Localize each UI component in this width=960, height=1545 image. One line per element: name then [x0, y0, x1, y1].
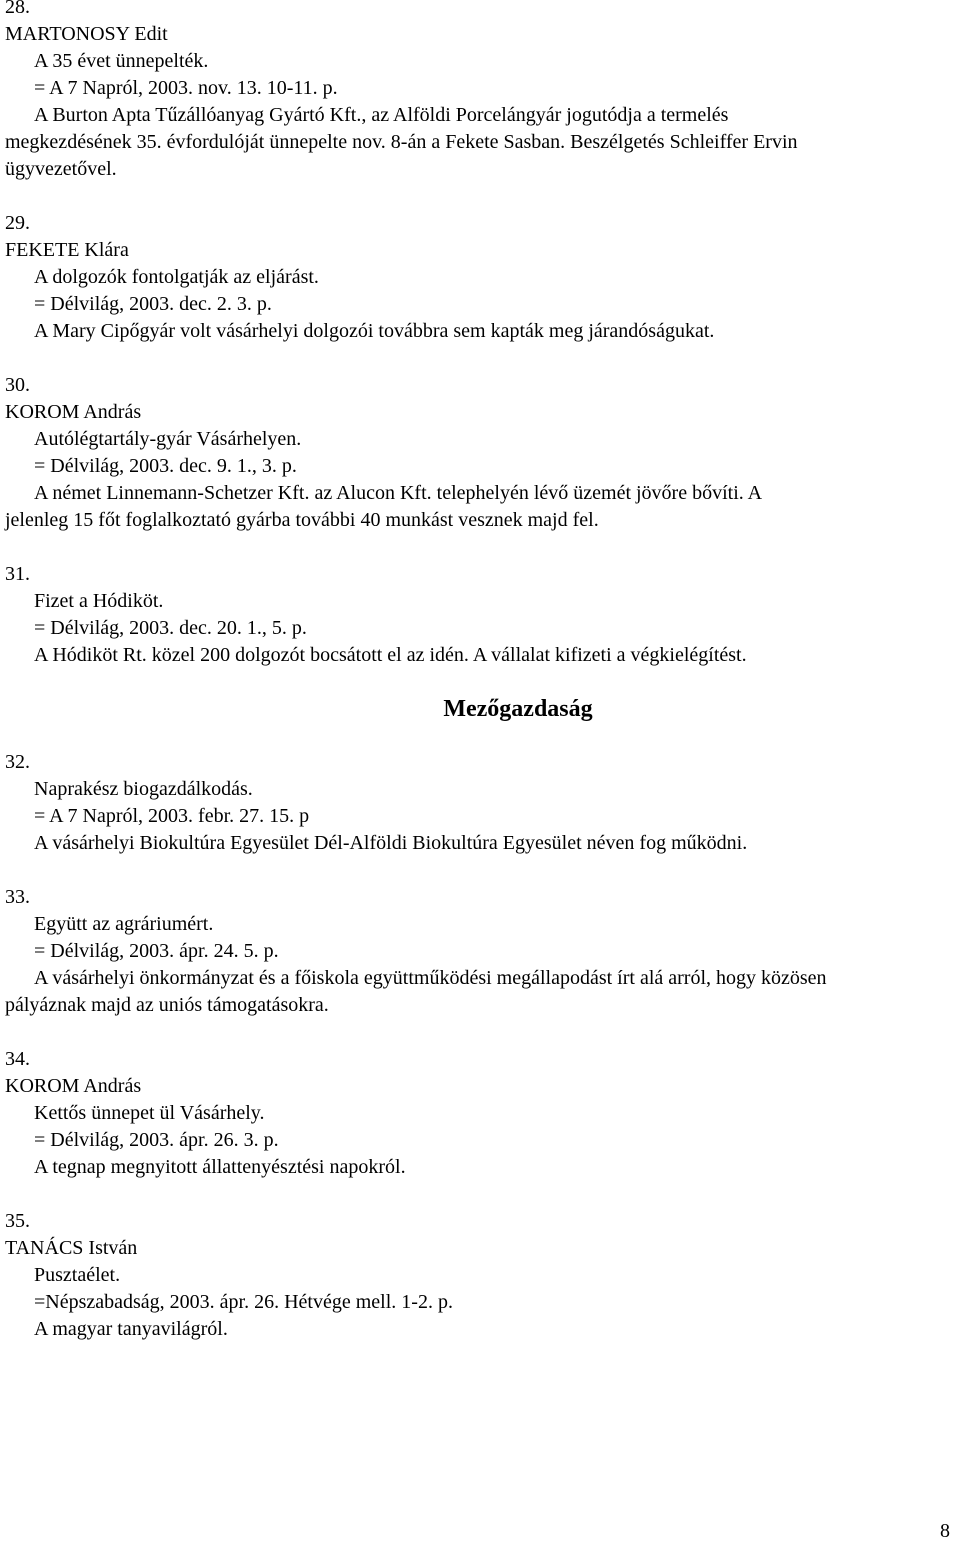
entry-title: Pusztaélet. [34, 1264, 121, 1286]
entry-annotation-line: megkezdésének 35. évfordulóját ünnepelte nov. 8-án a Fekete Sasban. Beszélgetés Schleiffer Ervin [5, 131, 798, 153]
entry-annotation-line: A Hódiköt Rt. közel 200 dolgozót bocsátott el az idén. A vállalat kifizeti a végkielégítést. [34, 644, 747, 666]
entry-annotation-line: A magyar tanyavilágról. [34, 1318, 228, 1340]
entry-source: = Délvilág, 2003. ápr. 26. 3. p. [34, 1129, 279, 1151]
entry-annotation-line: ügyvezetővel. [5, 158, 117, 180]
entry-title: Kettős ünnepet ül Vásárhely. [34, 1102, 265, 1124]
entry-source: = Délvilág, 2003. dec. 2. 3. p. [34, 293, 272, 315]
entry-author: MARTONOSY Edit [5, 23, 168, 45]
bibliography-entry [5, 372, 955, 534]
entry-annotation-line: A tegnap megnyitott állattenyésztési napokról. [34, 1156, 406, 1178]
entry-number: 35. [5, 1210, 30, 1232]
entry-annotation-line: A vásárhelyi önkormányzat és a főiskola együttműködési megállapodást írt alá arról, hogy közösen [34, 967, 827, 989]
entry-title: A 35 évet ünnepelték. [34, 50, 209, 72]
entry-annotation-line: jelenleg 15 főt foglalkoztató gyárba további 40 munkást vesznek majd fel. [5, 509, 599, 531]
entry-author: TANÁCS István [5, 1237, 138, 1259]
entry-number: 28. [5, 0, 30, 18]
bibliography-entry [5, 0, 955, 183]
entry-annotation-line: A Burton Apta Tűzállóanyag Gyártó Kft., az Alföldi Porcelángyár jogutódja a termelés [34, 104, 729, 126]
entry-number: 30. [5, 374, 30, 396]
entry-title: Autólégtartály-gyár Vásárhelyen. [34, 428, 302, 450]
entry-annotation-line: pályáznak majd az uniós támogatásokra. [5, 994, 329, 1016]
entry-number: 34. [5, 1048, 30, 1070]
section-heading: Mezőgazdaság [443, 696, 593, 722]
entry-title: Naprakész biogazdálkodás. [34, 778, 253, 800]
entry-annotation-line: A vásárhelyi Biokultúra Egyesület Dél-Alföldi Biokultúra Egyesület néven fog működni. [34, 832, 748, 854]
entry-number: 29. [5, 212, 30, 234]
entry-source: = A 7 Napról, 2003. nov. 13. 10-11. p. [34, 77, 338, 99]
entry-annotation-line: A Mary Cipőgyár volt vásárhelyi dolgozói továbbra sem kapták meg járandóságukat. [34, 320, 715, 342]
entry-source: = Délvilág, 2003. dec. 9. 1., 3. p. [34, 455, 297, 477]
entry-title: A dolgozók fontolgatják az eljárást. [34, 266, 319, 288]
entry-number: 33. [5, 886, 30, 908]
bibliography-entry [5, 210, 955, 345]
bibliography-entry [5, 1046, 955, 1181]
bibliography-entry [5, 749, 955, 857]
entry-author: KOROM András [5, 401, 142, 423]
entry-title: Fizet a Hódiköt. [34, 590, 164, 612]
entry-author: FEKETE Klára [5, 239, 129, 261]
entry-number: 32. [5, 751, 30, 773]
entry-title: Együtt az agráriumért. [34, 913, 214, 935]
page-number: 8 [940, 1520, 950, 1542]
bibliography-entry [5, 561, 955, 669]
bibliography-entry [5, 884, 955, 1019]
entry-source: =Népszabadság, 2003. ápr. 26. Hétvége mell. 1-2. p. [34, 1291, 453, 1313]
document-page [5, 0, 955, 1370]
entry-number: 31. [5, 563, 30, 585]
bibliography-entry [5, 1208, 955, 1343]
entry-source: = A 7 Napról, 2003. febr. 27. 15. p [34, 805, 310, 827]
entry-annotation-line: A német Linnemann-Schetzer Kft. az Alucon Kft. telephelyén lévő üzemét jövőre bővíti. A [34, 482, 763, 504]
entry-source: = Délvilág, 2003. ápr. 24. 5. p. [34, 940, 279, 962]
entry-author: KOROM András [5, 1075, 142, 1097]
entry-source: = Délvilág, 2003. dec. 20. 1., 5. p. [34, 617, 307, 639]
